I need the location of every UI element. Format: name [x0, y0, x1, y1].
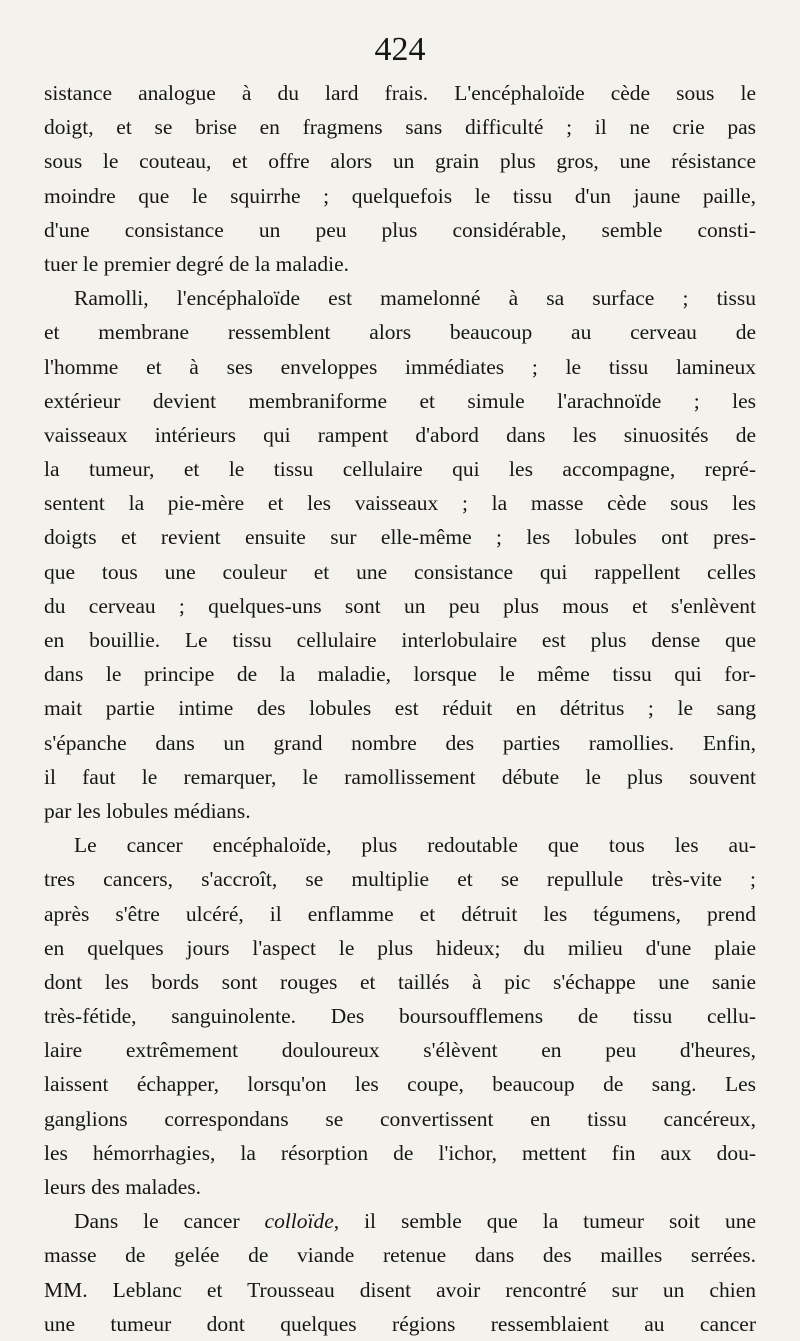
body-text [44, 76, 756, 1341]
text-line: Ramolli, l'encéphaloïde est mamelonné à sa surface ; tissu [74, 286, 756, 311]
text-line: très-fétide, sanguinolente. Des boursoufflemens de tissu cellu- [44, 1004, 756, 1029]
text-line: tuer le premier degré de la maladie. [44, 251, 350, 276]
text-line: du cerveau ; quelques-uns sont un peu plus mous et s'enlèvent [44, 593, 756, 618]
text-line: Le cancer encéphaloïde, plus redoutable que tous les au- [74, 833, 756, 858]
text-line: après s'être ulcéré, il enflamme et détruit les tégumens, prend [44, 901, 756, 926]
page-number: 424 [374, 31, 426, 68]
text-line: que tous une couleur et une consistance qui rappellent celles [44, 559, 756, 584]
text-line: une tumeur dont quelques régions ressemblaient au cancer [44, 1311, 756, 1336]
text-line: la tumeur, et le tissu cellulaire qui les accompagne, repré- [44, 457, 756, 482]
text-line: les hémorrhagies, la résorption de l'ichor, mettent fin aux dou- [44, 1140, 756, 1165]
text-line: en bouillie. Le tissu cellulaire interlobulaire est plus dense que [44, 628, 756, 652]
text-line: tres cancers, s'accroît, se multiplie et se repullule très-vite ; [44, 867, 756, 892]
italic-term: colloïde [264, 1209, 334, 1234]
text-line: mait partie intime des lobules est réduit en détritus ; le sang [44, 696, 756, 721]
text-line: leurs des malades. [44, 1175, 202, 1199]
text-line: en quelques jours l'aspect le plus hideux; du milieu d'une plaie [44, 935, 756, 960]
text-line: ganglions correspondans se convertissent en tissu cancéreux, [44, 1106, 756, 1131]
text-line: sistance analogue à du lard frais. L'encéphaloïde cède sous le [44, 81, 756, 105]
text-line: moindre que le squirrhe ; quelquefois le tissu d'un jaune paille, [44, 183, 756, 208]
text-line: extérieur devient membraniforme et simule l'arachnoïde ; les [44, 388, 756, 413]
text-line: laissent échapper, lorsqu'on les coupe, beaucoup de sang. Les [44, 1072, 756, 1097]
text-segment: Dans le cancer [74, 1209, 265, 1234]
text-line: par les lobules médians. [44, 798, 251, 823]
text-line: il faut le remarquer, le ramollissement débute le plus souvent [44, 764, 756, 789]
text-line: sentent la pie-mère et les vaisseaux ; la masse cède sous les [44, 491, 756, 516]
text-line: l'homme et à ses enveloppes immédiates ; le tissu lamineux [44, 354, 756, 379]
text-line: sous le couteau, et offre alors un grain plus gros, une résistance [44, 149, 756, 174]
text-segment: , il semble que la tumeur soit une [333, 1209, 756, 1234]
text-line: d'une consistance un peu plus considérable, semble consti- [44, 217, 756, 242]
text-line: s'épanche dans un grand nombre des parties ramollies. Enfin, [44, 730, 756, 755]
text-line: vaisseaux intérieurs qui rampent d'abord dans les sinuosités de [44, 422, 756, 447]
text-line: et membrane ressemblent alors beaucoup au cerveau de [44, 320, 756, 345]
text-line: doigt, et se brise en fragmens sans difficulté ; il ne crie pas [44, 115, 756, 140]
text-line: dont les bords sont rouges et taillés à pic s'échappe une sanie [44, 969, 756, 994]
text-line [44, 1204, 756, 1238]
text-line: MM. Leblanc et Trousseau disent avoir rencontré sur un chien [44, 1277, 756, 1302]
text-line: masse de gelée de viande retenue dans des mailles serrées. [44, 1243, 756, 1268]
text-line: dans le principe de la maladie, lorsque le même tissu qui for- [44, 662, 756, 687]
text-line: doigts et revient ensuite sur elle-même ; les lobules ont pres- [44, 525, 756, 550]
text-line: laire extrêmement douloureux s'élèvent en peu d'heures, [44, 1038, 756, 1063]
